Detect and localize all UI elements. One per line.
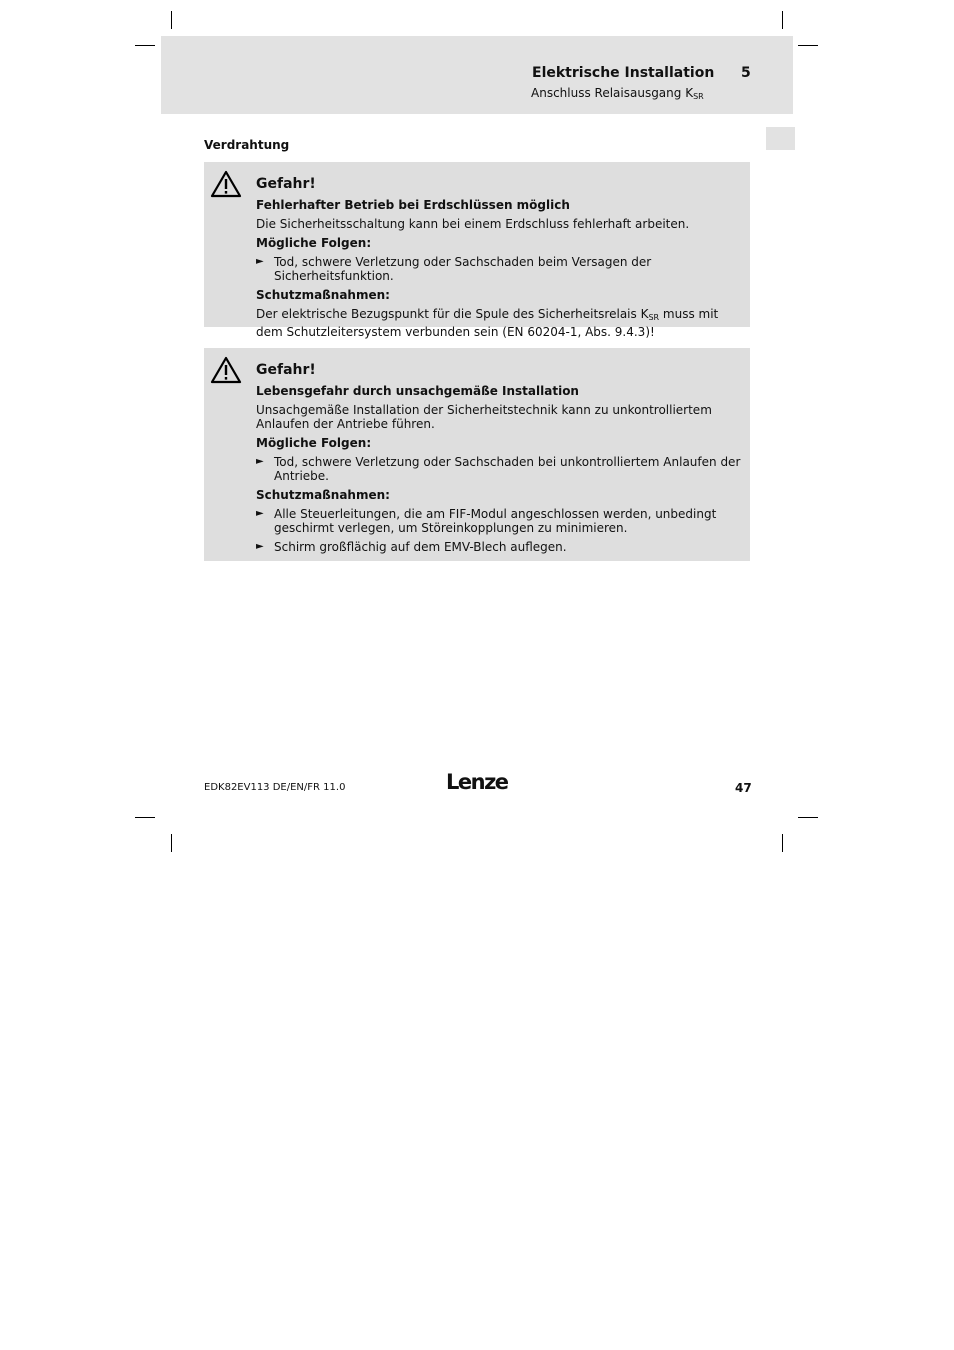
warning-description: Unsachgemäße Installation der Sicherheitstechnik kann zu unkontrolliertem Anlaufen der Antriebe führen.	[256, 403, 712, 431]
chapter-subtitle: Anschluss Relaisausgang $K_{SR}$	[531, 86, 704, 101]
crop-mark	[798, 817, 818, 818]
measures-label: Schutzmaßnahmen:	[256, 288, 390, 302]
warning-triangle-icon	[210, 356, 242, 384]
crop-mark	[782, 11, 783, 29]
chapter-number: 5	[741, 65, 751, 81]
warning-description: Die Sicherheitsschaltung kann bei einem Erdschluss fehlerhaft arbeiten.	[256, 217, 690, 231]
bullet-arrow-icon: ►	[256, 508, 264, 519]
warning-title: Gefahr!	[256, 176, 316, 192]
list-item: ► Tod, schwere Verletzung oder Sachschaden beim Versagen der Sicherheitsfunktion.	[256, 255, 652, 283]
crop-mark	[782, 834, 783, 852]
side-tab	[766, 127, 795, 150]
consequences-label: Mögliche Folgen:	[256, 436, 372, 450]
warning-box	[204, 348, 750, 561]
consequences-label: Mögliche Folgen:	[256, 236, 372, 250]
section-heading: Verdrahtung	[204, 138, 290, 152]
chapter-title: Elektrische Installation	[532, 65, 715, 81]
bullet-arrow-icon: ►	[256, 541, 264, 552]
crop-mark	[135, 817, 155, 818]
crop-mark	[171, 834, 172, 852]
page-number: 47	[735, 781, 752, 795]
list-item: ► Alle Steuerleitungen, die am FIF-Modul angeschlossen werden, unbedingt geschirmt verlegen, um Störeinkopplungen zu minimieren.	[256, 507, 717, 535]
document-code: EDK82EV113 DE/EN/FR 11.0	[204, 782, 346, 793]
warning-triangle-icon	[210, 170, 242, 198]
measures-text: Der elektrische Bezugspunkt für die Spule des Sicherheitsrelais $K_{SR}$ muss mit dem Schutzleitersystem verbunden sein (EN 60204-1, Abs. 9.4.3)!	[256, 307, 719, 339]
measures-label: Schutzmaßnahmen:	[256, 488, 390, 502]
warning-title: Gefahr!	[256, 362, 316, 378]
crop-mark	[171, 11, 172, 29]
list-item: ► Tod, schwere Verletzung oder Sachschaden bei unkontrolliertem Anlaufen der Antriebe.	[256, 455, 741, 483]
bullet-arrow-icon: ►	[256, 256, 264, 267]
warning-headline: Lebensgefahr durch unsachgemäße Installation	[256, 384, 579, 398]
crop-mark	[798, 45, 818, 46]
warning-headline: Fehlerhafter Betrieb bei Erdschlüssen möglich	[256, 198, 570, 212]
warning-box	[204, 162, 750, 339]
lenze-logo: Lenze	[446, 770, 508, 794]
crop-mark	[135, 45, 155, 46]
bullet-arrow-icon: ►	[256, 456, 264, 467]
list-item: ► Schirm großflächig auf dem EMV-Blech auflegen.	[256, 540, 567, 554]
